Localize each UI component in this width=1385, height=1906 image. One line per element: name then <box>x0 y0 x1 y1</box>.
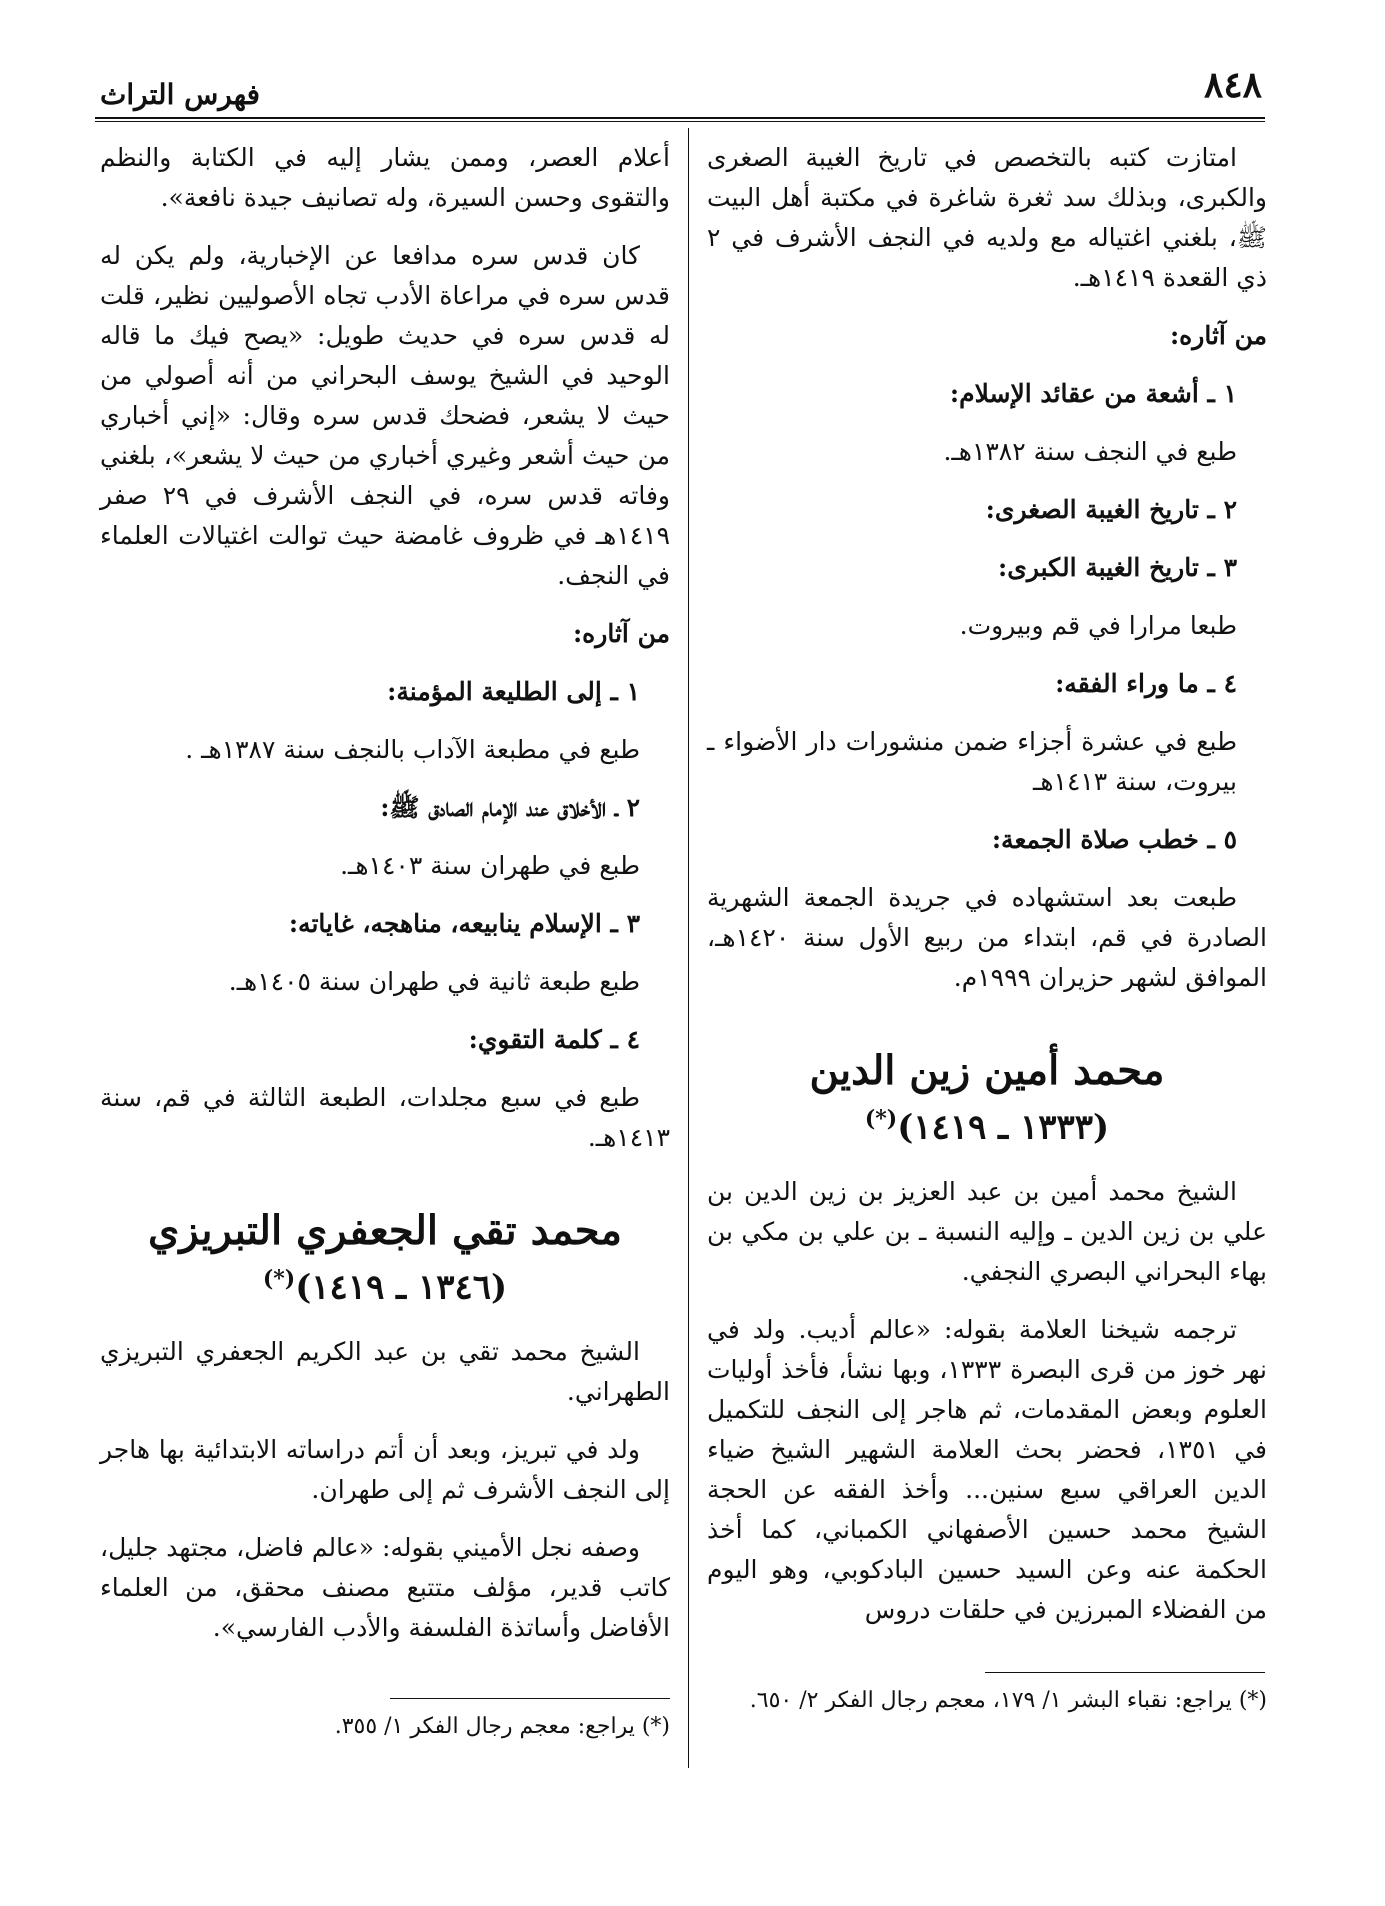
paragraph: ولد في تبريز، وبعد أن أتم دراساته الابتدائية بها هاجر إلى النجف الأشرف ثم إلى طهران. <box>100 1435 670 1505</box>
header-rule-thin <box>95 121 1265 122</box>
entry-dates <box>707 1096 1267 1150</box>
paragraph: الشيخ محمد تقي بن عبد الكريم الجعفري التبريزي الطهراني. <box>100 1337 670 1407</box>
running-title: فهرس التراث <box>100 78 261 111</box>
paragraph: الشيخ محمد أمين بن عبد العزيز بن زين الدين بن علي بن زين الدين ـ وإليه النسبة ـ بن علي بن مكي بن بهاء البحراني البصري النجفي. <box>707 1177 1267 1287</box>
entry-dates-text: (١٣٣٣ ـ ١٤١٩) <box>897 1107 1110 1148</box>
work-title: ١ ـ إلى الطليعة المؤمنة: <box>387 677 640 706</box>
work-title: ٢ ـ الأخلاق عند الإمام الصادق ﷺ: <box>380 793 640 822</box>
work-note: طبع في النجف سنة ١٣٨٢هـ. <box>943 437 1237 466</box>
footnote-rule <box>985 1672 1265 1673</box>
entry-name: محمد تقي الجعفري التبريزي <box>148 1207 622 1254</box>
column-divider <box>688 128 689 1768</box>
paragraph: ترجمه شيخنا العلامة بقوله: «عالم أديب. ولد في نهر خوز من قرى البصرة ١٣٣٣، وبها نشأ، فأخذ أوليات العلوم وبعض المقدمات، ثم هاجر إلى النجف للتكميل في ١٣٥١، فحضر بحث العلامة الشهير الشيخ ضياء الدين العراقي سبع سنين... وأخذ الفقه عن الحجة الشيخ محمد حسين الأصفهاني الكمباني، كما أخذ الحكمة عنه وعن السيد حسين البادكوبي، وهو اليوم من الفضلاء المبرزين في حلقات دروس <box>707 1315 1267 1625</box>
footnote-marker: (*) <box>864 1106 898 1132</box>
paragraph: كان قدس سره مدافعا عن الإخبارية، ولم يكن له قدس سره في مراعاة الأدب تجاه الأصوليين نظير، قلت له قدس سره في حديث طويل: «يصح فيك ما قاله الوحيد في الشيخ يوسف البحراني من أنه أصولي من حيث لا يشعر، فضحك قدس سره وقال: «إني أخباري من حيث أشعر وغيري أخباري من حيث لا يشعر»، بلغني وفاته قدس سره، في النجف الأشرف في ٢٩ صفر ١٤١٩هـ في ظروف غامضة حيث توالت اغتيالات العلماء في النجف. <box>100 241 670 590</box>
paragraph: امتازت كتبه بالتخصص في تاريخ الغيبة الصغرى والكبرى، وبذلك سد ثغرة شاغرة في مكتبة أهل البيت ﷺ، بلغني اغتياله مع ولديه في النجف الأشرف في ٢ ذي القعدة ١٤١٩هـ. <box>707 143 1267 292</box>
left-column <box>100 138 670 1666</box>
works-heading: من آثاره: <box>1169 321 1267 350</box>
work-title: ٤ ـ كلمة التقوي: <box>468 1025 640 1054</box>
work-note: طبعا مرارا في قم وبيروت. <box>959 611 1237 640</box>
right-column <box>707 138 1267 1648</box>
work-title: ٢ ـ تاريخ الغيبة الصغرى: <box>985 495 1237 524</box>
footnote-rule <box>390 1698 670 1699</box>
footnote: (*) يراجع: معجم رجال الفكر ١/ ٣٥٥. <box>334 1714 670 1739</box>
paragraph: وصفه نجل الأميني بقوله: «عالم فاضل، مجتهد جليل، كاتب قدير، مؤلف متتبع مصنف محقق، من العلماء الأفاضل وأساتذة الفلسفة والأدب الفارسي». <box>100 1533 670 1643</box>
paragraph: أعلام العصر، وممن يشار إليه في الكتابة والنظم والتقوى وحسن السيرة، وله تصانيف جيدة نافعة». <box>100 143 670 212</box>
work-title: ٣ ـ تاريخ الغيبة الكبرى: <box>998 553 1237 582</box>
work-title: ٥ ـ خطب صلاة الجمعة: <box>991 825 1237 854</box>
work-note: طبع طبعة ثانية في طهران سنة ١٤٠٥هـ. <box>228 967 640 996</box>
entry-name: محمد أمين زين الدين <box>809 1047 1165 1094</box>
works-heading: من آثاره: <box>572 619 670 648</box>
entry-dates <box>100 1256 670 1310</box>
work-note: طبع في سبع مجلدات، الطبعة الثالثة في قم، سنة ١٤١٣هـ. <box>100 1083 670 1152</box>
entry-dates-text: (١٣٤٦ ـ ١٤١٩) <box>295 1267 508 1308</box>
header-rule <box>95 117 1265 119</box>
footnote: (*) يراجع: نقباء البشر ١/ ١٧٩، معجم رجال الفكر ٢/ ٦٥٠. <box>749 1688 1267 1713</box>
work-title: ٣ ـ الإسلام ينابيعه، مناهجه، غاياته: <box>288 909 640 938</box>
work-title: ٤ ـ ما وراء الفقه: <box>1055 669 1237 698</box>
work-note: طبع في طهران سنة ١٤٠٣هـ. <box>340 851 640 880</box>
page-number: ٨٤٨ <box>1203 64 1262 106</box>
work-note: طبع في مطبعة الآداب بالنجف سنة ١٣٨٧هـ . <box>185 735 640 764</box>
work-title: ١ ـ أشعة من عقائد الإسلام: <box>949 379 1237 408</box>
work-note: طبع في عشرة أجزاء ضمن منشورات دار الأضواء ـ بيروت، سنة ١٤١٣هـ <box>707 727 1237 796</box>
work-note: طبعت بعد استشهاده في جريدة الجمعة الشهرية الصادرة في قم، ابتداء من ربيع الأول سنة ١٤٢٠هـ، الموافق لشهر حزيران ١٩٩٩م. <box>707 883 1267 992</box>
footnote-marker: (*) <box>262 1266 296 1292</box>
